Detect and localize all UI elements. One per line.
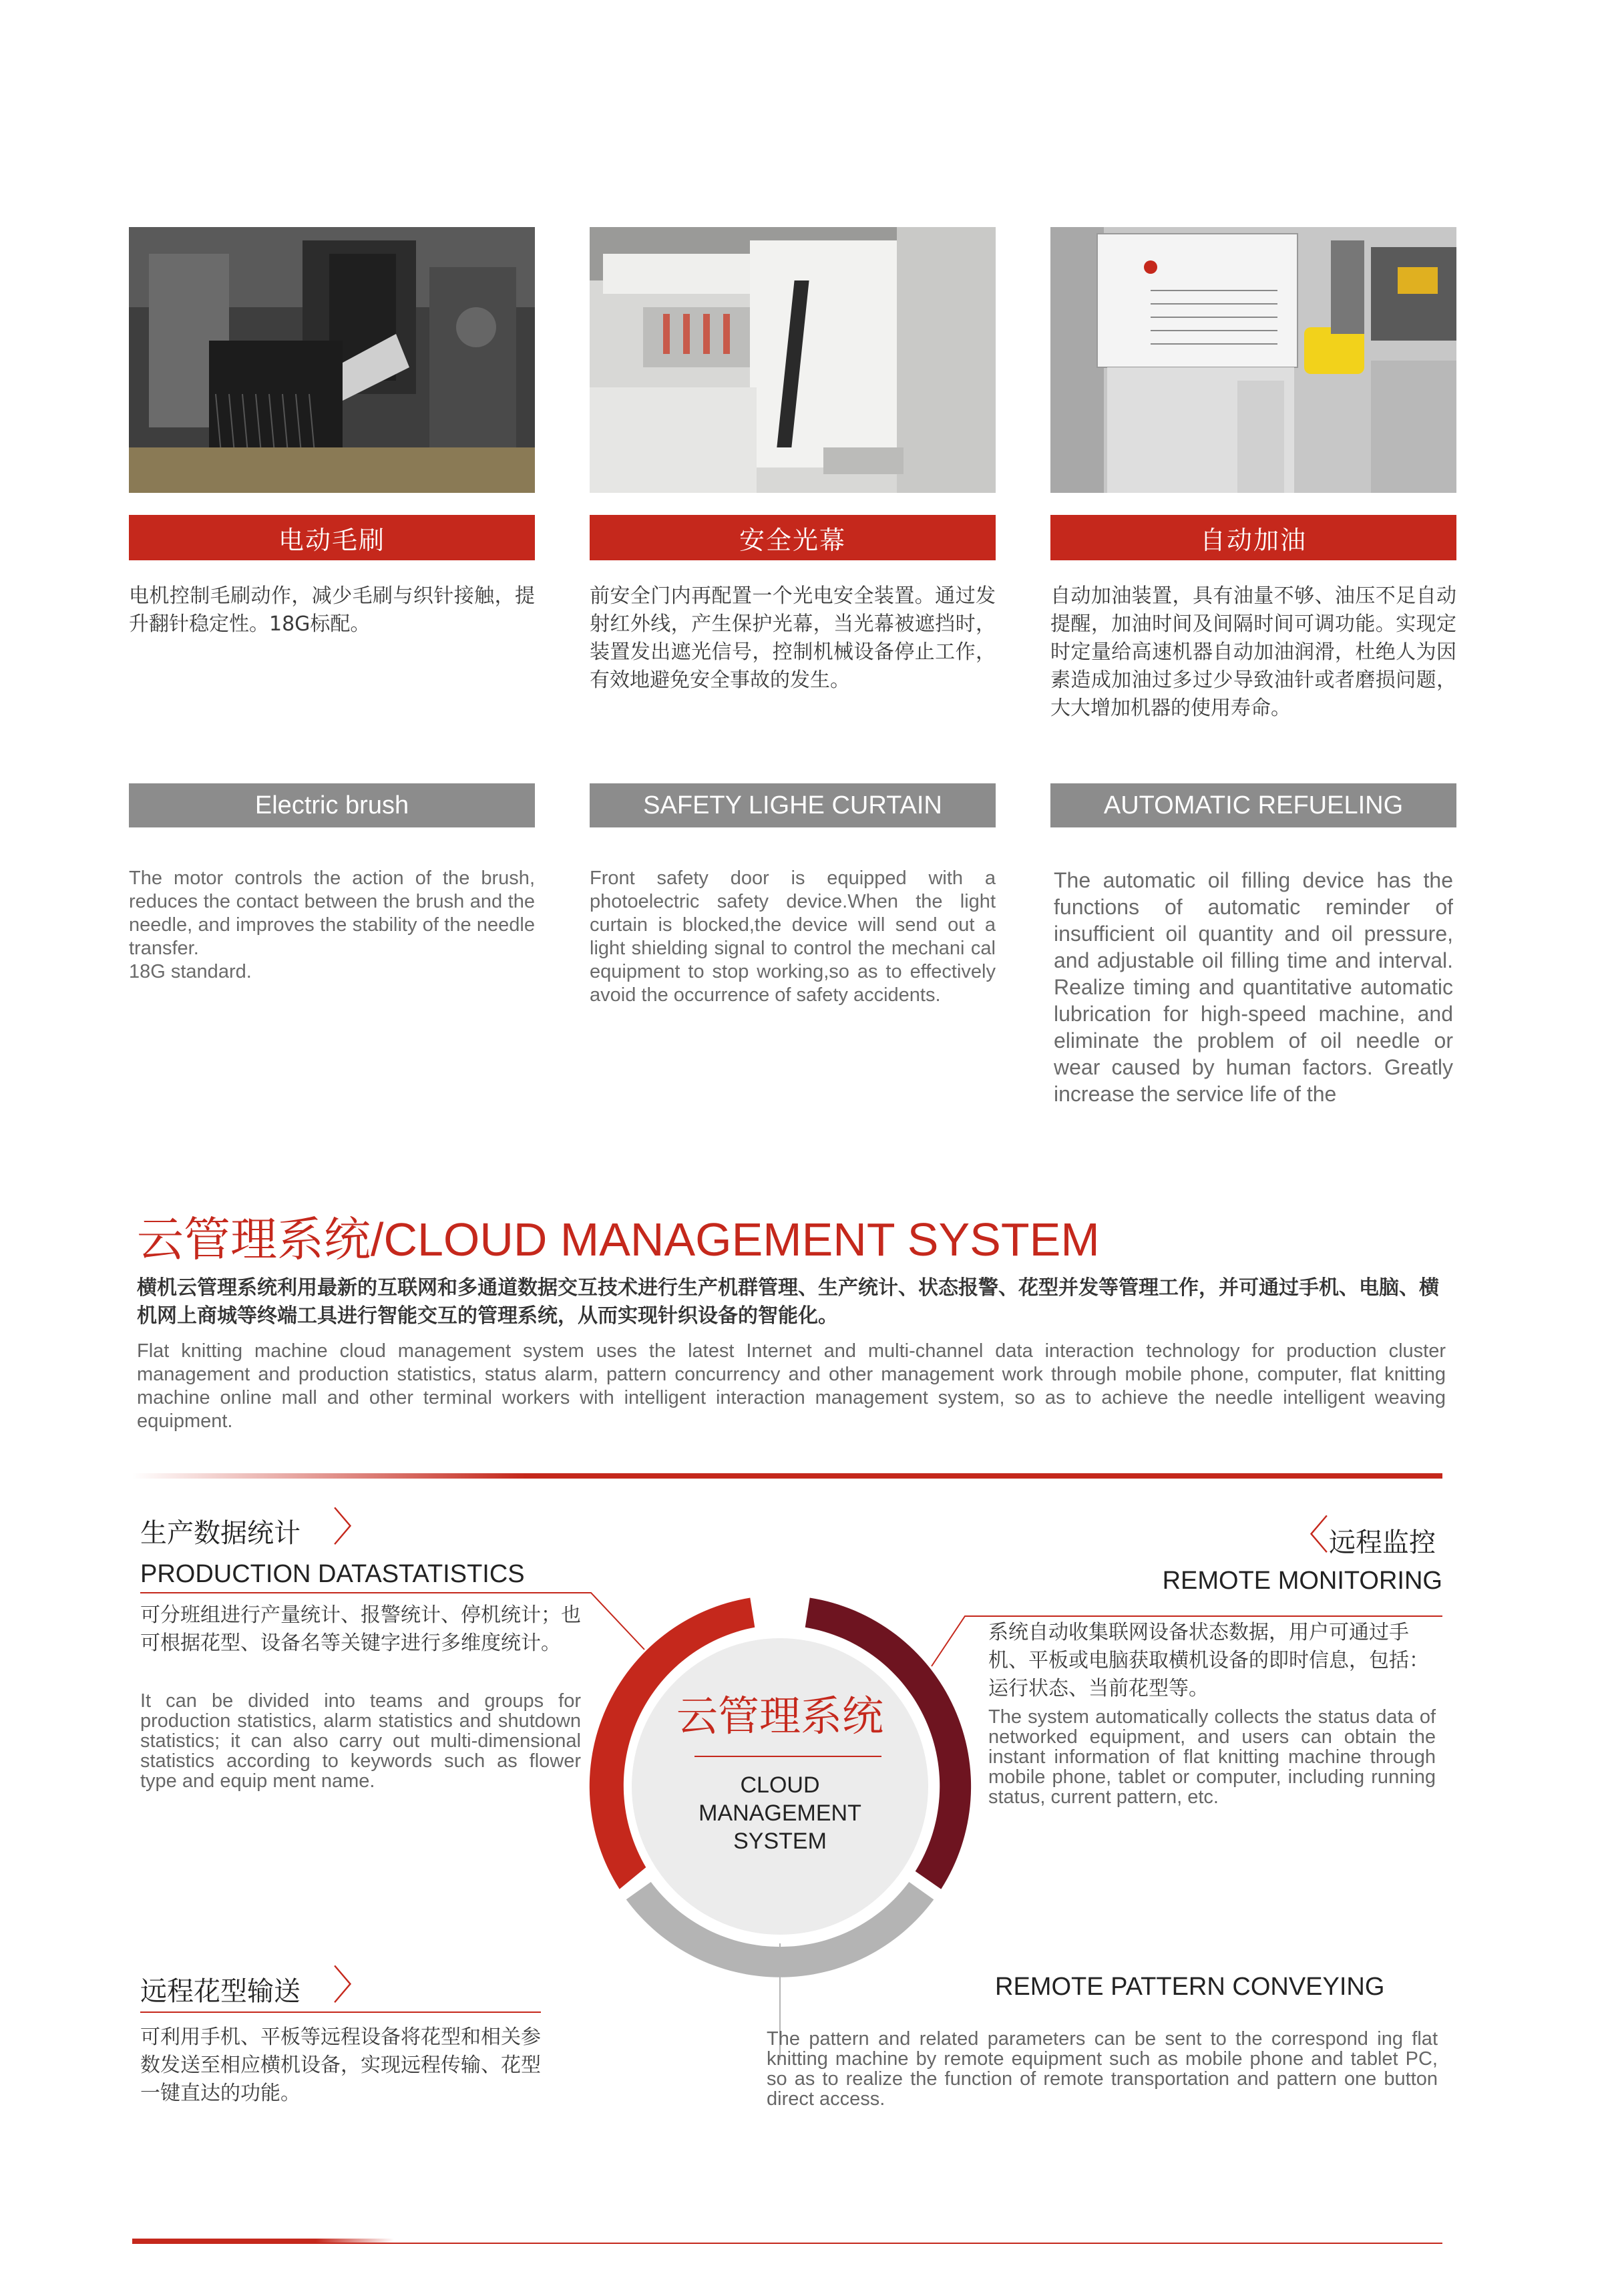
remote-desc-cn: 系统自动收集联网设备状态数据，用户可通过手机、平板或电脑获取横机设备的即时信息，包括：运行状态、当前花型等。	[988, 1621, 1429, 1700]
chevron-right-icon: 〉	[333, 1505, 373, 1551]
cloud-intro-cn: 横机云管理系统利用最新的互联网和多通道数据交互技术进行生产机群管理、生产统计、状态报警、花型并发等管理工作，并可通过手机、电脑、横机网上商城等终端工具进行智能交互的管理系统，从而实现针织设备的智能化。	[137, 1276, 1439, 1328]
center-label-en-line3: SYSTEM	[733, 1829, 827, 1854]
pattern-title-underline	[140, 2012, 541, 2013]
chevron-right-icon-pattern: 〉	[333, 1963, 373, 2010]
cloud-section-heading: 云管理系统/CLOUD MANAGEMENT SYSTEM	[137, 1213, 1100, 1266]
production-desc-en: It can be divided into teams and groups for production statistics, alarm statistics and shutdown statistics; it can also carry out multi-dimensional statistics according to keywords such as flower type and equip ment name.	[140, 1690, 581, 1792]
center-label-en	[646, 1771, 914, 1855]
feature-title-cn-auto-refueling: 自动加油	[1050, 515, 1456, 560]
feature-desc-en-electric-brush-extra: 18G standard.	[129, 961, 252, 982]
feature-desc-en-electric-brush	[129, 867, 535, 984]
center-label-en-line1: CLOUD	[740, 1772, 820, 1798]
cloud-intro-en: Flat knitting machine cloud management system uses the latest Internet and multi-channel data interaction technology for production cluster management and production statistics, status alarm, pattern concurrency and other management work through mobile phone, computer, flat knitting machine online mall and other terminal workers with intelligent interaction management system, so as to achieve the needle intelligent weaving equipment.	[137, 1340, 1446, 1432]
pattern-desc-en: The pattern and related parameters can be sent to the correspond ing flat knitting machine by remote equipment such as mobile phone and tablet PC, so as to realize the function of remote transportation and pattern one button direct access.	[767, 2028, 1438, 2110]
section-divider-top	[132, 1473, 1442, 1479]
production-desc-cn: 可分班组进行产量统计、报警统计、停机统计；也可根据花型、设备名等关键字进行多维度统计。	[140, 1603, 581, 1655]
feature-desc-cn-safety-curtain: 前安全门内再配置一个光电安全装置。通过发射红外线，产生保护光幕，当光幕被遮挡时，装置发出遮光信号，控制机械设备停止工作，有效地避免安全事故的发生。	[590, 584, 996, 692]
pattern-title-en: REMOTE PATTERN CONVEYING	[995, 1973, 1385, 2001]
photo-safety-light-curtain	[590, 227, 996, 493]
feature-desc-cn-electric-brush: 电机控制毛刷动作，减少毛刷与织针接触，提升翻针稳定性。18G标配。	[129, 584, 535, 636]
photo-electric-brush	[129, 227, 535, 493]
feature-desc-en-safety-curtain: Front safety door is equipped with a photoelectric safety device.When the light curtain is blocked,the device will send out a light shielding signal to control the mechani cal equipment to stop working,so as to effectively avoid the occurrence of safety accidents.	[590, 868, 996, 1006]
production-title-cn: 生产数据统计	[140, 1518, 301, 1549]
center-label-en-line2: MANAGEMENT	[698, 1800, 861, 1826]
pattern-desc-cn: 可利用手机、平板等远程设备将花型和相关参数发送至相应横机设备，实现远程传输、花型一键直达的功能。	[140, 2026, 541, 2105]
production-title-en: PRODUCTION DATASTATISTICS	[140, 1560, 525, 1588]
pattern-title-cn: 远程花型输送	[140, 1976, 301, 2007]
feature-desc-en-electric-brush-main: The motor controls the action of the brush, reduces the contact between the brush and the needle, and improves the stability of the needle transfer.	[129, 868, 535, 959]
feature-desc-en-auto-refueling: The automatic oil filling device has the functions of automatic reminder of insufficient oil quantity and oil pressure, and adjustable oil filling time and interval. Realize timing and quantitative automatic lubrication for high-speed machine, and eliminate the problem of oil needle or wear caused by human factors. Greatly increase the service life of the	[1054, 868, 1453, 1106]
feature-desc-cn-auto-refueling: 自动加油装置，具有油量不够、油压不足自动提醒，加油时间及间隔时间可调功能。实现定时定量给高速机器自动加油润滑，杜绝人为因素造成加油过多过少导致油针或者磨损问题，大大增加机器的使用寿命。	[1050, 584, 1456, 720]
feature-title-en-safety-curtain: SAFETY LIGHE CURTAIN	[590, 783, 996, 827]
feature-title-en-electric-brush: Electric brush	[129, 783, 535, 827]
feature-title-cn-safety-curtain: 安全光幕	[590, 515, 996, 560]
chevron-left-icon: 〈	[1289, 1513, 1329, 1559]
remote-title-cn: 远程监控	[1329, 1527, 1436, 1558]
remote-desc-en: The system automatically collects the status data of networked equipment, and users can obtain the instant information of flat knitting machine through mobile phone, tablet or computer, including running status, current pattern, etc.	[988, 1706, 1436, 1808]
feature-title-cn-electric-brush: 电动毛刷	[129, 515, 535, 560]
remote-title-en: REMOTE MONITORING	[1162, 1567, 1442, 1595]
photo-automatic-refueling	[1050, 227, 1456, 493]
section-divider-bottom-line	[132, 2243, 1442, 2244]
feature-title-en-auto-refueling: AUTOMATIC REFUELING	[1050, 783, 1456, 827]
center-label-cn: 云管理系统	[676, 1692, 883, 1740]
